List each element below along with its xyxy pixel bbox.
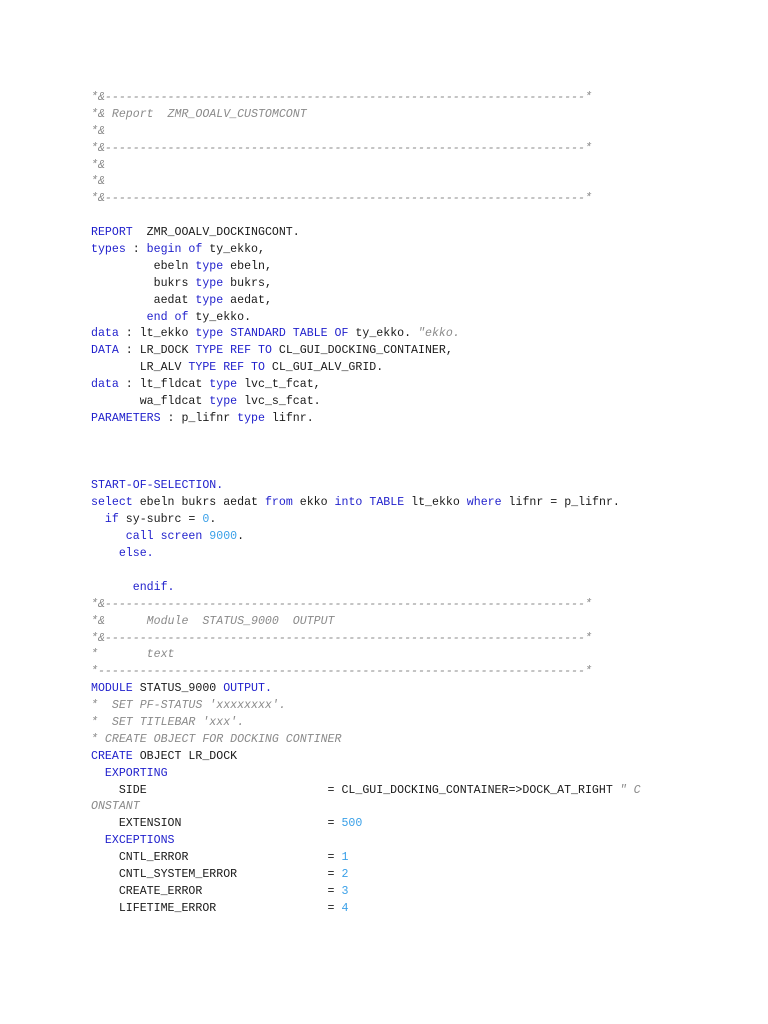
- code-token-kw: if: [104, 513, 119, 527]
- code-token-comment: *&: [91, 175, 105, 189]
- code-line: [91, 293, 731, 310]
- code-token-kw: STANDARD TABLE OF: [230, 327, 349, 341]
- code-line: [91, 394, 731, 411]
- code-token-kw: begin of: [146, 243, 203, 257]
- code-line: [91, 208, 731, 225]
- code-token-comment: *&---------------------------------------------------------------------*: [91, 91, 592, 104]
- code-line: [91, 445, 731, 462]
- code-token-kw: into: [334, 496, 363, 510]
- code-line: [91, 732, 731, 749]
- code-token-num: 500: [341, 817, 363, 831]
- code-token-plain: aedat: [91, 293, 196, 307]
- code-token-plain: CNTL_ERROR =: [91, 851, 342, 865]
- code-token-kw: MODULE: [91, 682, 133, 696]
- code-line: [91, 411, 731, 428]
- code-line: [91, 580, 731, 597]
- code-line: [91, 816, 731, 833]
- code-line: [91, 141, 731, 158]
- code-token-plain: CNTL_SYSTEM_ERROR =: [91, 867, 342, 881]
- code-token-num: 0: [202, 513, 210, 527]
- code-token-comment: " C: [619, 783, 641, 797]
- code-token-comment: *& Module STATUS_9000 OUTPUT: [91, 614, 335, 628]
- code-line: [91, 749, 731, 766]
- code-line: [91, 225, 731, 242]
- code-token-plain: ebeln,: [223, 259, 272, 273]
- code-token-plain: CL_GUI_DOCKING_CONTAINER,: [271, 344, 453, 358]
- code-token-num: 4: [341, 901, 349, 915]
- code-token-kw: OUTPUT.: [223, 682, 272, 696]
- code-token-kw: type: [209, 378, 238, 392]
- code-token-num: 3: [341, 884, 349, 898]
- code-token-plain: lifnr.: [264, 411, 314, 425]
- code-token-kw: from: [264, 496, 293, 510]
- code-token-num: 2: [341, 867, 349, 881]
- code-token-kw: else.: [118, 547, 154, 561]
- code-token-kw: type: [195, 327, 224, 341]
- code-line: [91, 529, 731, 546]
- code-token-plain: lt_ekko: [404, 496, 467, 510]
- code-token-plain: ty_ekko.: [188, 310, 252, 324]
- code-token-kw: data: [91, 378, 119, 392]
- code-token-plain: lvc_s_fcat.: [237, 395, 321, 409]
- code-line: [91, 276, 731, 293]
- code-token-kw: where: [466, 496, 502, 510]
- code-token-plain: LIFETIME_ERROR =: [91, 901, 342, 915]
- code-token-kw: PARAMETERS: [91, 411, 161, 425]
- code-line: [91, 766, 731, 783]
- code-token-comment: * text: [91, 648, 175, 662]
- code-token-plain: sy-subrc =: [118, 513, 203, 527]
- code-line: [91, 901, 731, 918]
- code-token-plain: SIDE = CL_GUI_DOCKING_CONTAINER=>DOCK_AT_RIGHT: [91, 783, 620, 797]
- code-token-kw: CREATE: [91, 749, 133, 763]
- code-token-kw: type: [195, 293, 224, 307]
- code-token-comment: *& Report ZMR_OOALV_CUSTOMCONT: [91, 107, 307, 121]
- code-line: [91, 614, 731, 631]
- code-line: [91, 259, 731, 276]
- code-token-comment: *&---------------------------------------------------------------------*: [91, 631, 592, 645]
- code-token-plain: ty_ekko,: [202, 243, 265, 257]
- code-token-comment: * SET TITLEBAR 'xxx'.: [91, 715, 245, 729]
- code-token-num: 1: [341, 851, 349, 865]
- code-token-kw: data: [91, 327, 119, 341]
- code-line: [91, 799, 731, 816]
- code-token-plain: STATUS_9000: [132, 682, 224, 696]
- code-token-comment: *&---------------------------------------------------------------------*: [91, 192, 592, 206]
- code-line: [91, 783, 731, 800]
- code-line: [91, 343, 731, 360]
- code-token-kw: type: [195, 259, 224, 273]
- code-token-plain: bukrs: [91, 276, 196, 290]
- code-token-plain: EXTENSION =: [91, 817, 342, 831]
- code-token-comment: ONSTANT: [91, 800, 140, 814]
- code-token-plain: [91, 311, 147, 324]
- code-token-plain: ebeln: [91, 259, 196, 273]
- code-line: [91, 90, 731, 107]
- code-token-comment: *&---------------------------------------------------------------------*: [91, 141, 592, 155]
- code-token-kw: START-OF-SELECTION.: [91, 479, 224, 493]
- code-token-kw: select: [91, 496, 133, 510]
- code-token-plain: ty_ekko.: [348, 327, 419, 341]
- code-line: [91, 512, 731, 529]
- code-line: [91, 174, 731, 191]
- code-token-kw: DATA: [91, 344, 119, 358]
- code-token-plain: : p_lifnr: [160, 411, 238, 425]
- code-token-comment: *&: [91, 124, 105, 138]
- code-token-plain: aedat,: [223, 293, 272, 307]
- code-token-plain: : lt_ekko: [118, 327, 196, 341]
- code-token-plain: lifnr = p_lifnr.: [501, 496, 620, 510]
- code-token-plain: CREATE_ERROR =: [91, 884, 342, 898]
- code-token-plain: [91, 547, 119, 560]
- code-token-kw: REPORT: [91, 226, 133, 240]
- code-token-plain: : lt_fldcat: [118, 378, 210, 392]
- code-line: [91, 681, 731, 698]
- code-line: [91, 546, 731, 563]
- code-line: [91, 478, 731, 495]
- code-line: [91, 242, 731, 259]
- code-token-comment: *----------------------------------------------------------------------*: [91, 665, 592, 679]
- code-token-kw: end of: [146, 310, 189, 324]
- code-line: [91, 884, 731, 901]
- code-line: [91, 631, 731, 648]
- code-token-plain: ekko: [292, 496, 335, 510]
- code-token-kw: TABLE: [369, 496, 405, 510]
- code-line: [91, 664, 731, 681]
- code-token-kw: TYPE REF TO: [188, 361, 265, 375]
- code-line: [91, 377, 731, 394]
- code-line: [91, 867, 731, 884]
- code-token-plain: [91, 581, 133, 594]
- code-line: [91, 310, 731, 327]
- code-token-kw: types: [91, 243, 126, 257]
- code-line: [91, 462, 731, 479]
- code-token-plain: wa_fldcat: [91, 395, 210, 409]
- code-line: [91, 833, 731, 850]
- code-line: [91, 597, 731, 614]
- code-token-kw: type: [237, 411, 265, 425]
- code-token-plain: :: [125, 243, 147, 257]
- code-token-plain: [91, 530, 126, 543]
- code-token-kw: type: [209, 395, 238, 409]
- code-token-plain: [91, 767, 105, 780]
- code-token-kw: EXPORTING: [104, 766, 168, 780]
- code-line: [91, 563, 731, 580]
- code-token-comment: "ekko.: [418, 327, 460, 341]
- code-token-comment: *&: [91, 158, 105, 172]
- code-line: [91, 326, 731, 343]
- code-token-plain: [91, 834, 105, 847]
- code-token-plain: OBJECT LR_DOCK: [132, 749, 238, 763]
- code-token-comment: *&---------------------------------------------------------------------*: [91, 597, 592, 611]
- code-token-plain: bukrs,: [223, 276, 272, 290]
- code-token-kw: endif.: [132, 580, 175, 594]
- code-token-plain: .: [237, 530, 245, 544]
- code-line: [91, 107, 731, 124]
- code-token-num: 9000: [209, 530, 238, 544]
- code-line: [91, 715, 731, 732]
- code-line: [91, 360, 731, 377]
- code-token-kw: call screen: [125, 530, 203, 544]
- code-token-comment: * CREATE OBJECT FOR DOCKING CONTINER: [91, 732, 342, 746]
- code-line: [91, 191, 731, 208]
- code-token-plain: .: [209, 513, 217, 527]
- code-listing: [91, 90, 731, 918]
- code-token-kw: EXCEPTIONS: [104, 834, 175, 848]
- code-token-kw: TYPE REF TO: [195, 344, 272, 358]
- code-token-plain: lvc_t_fcat,: [237, 378, 321, 392]
- code-line: [91, 698, 731, 715]
- code-token-comment: * SET PF-STATUS 'xxxxxxxx'.: [91, 699, 286, 713]
- code-line: [91, 647, 731, 664]
- code-token-plain: ZMR_OOALV_DOCKINGCONT.: [132, 226, 300, 240]
- code-line: [91, 124, 731, 141]
- code-token-plain: CL_GUI_ALV_GRID.: [264, 361, 384, 375]
- code-token-plain: LR_ALV: [91, 361, 189, 375]
- code-line: [91, 428, 731, 445]
- code-line: [91, 158, 731, 175]
- code-line: [91, 850, 731, 867]
- code-token-plain: : LR_DOCK: [118, 344, 196, 358]
- code-line: [91, 495, 731, 512]
- code-token-plain: ebeln bukrs aedat: [132, 496, 265, 510]
- code-token-kw: type: [195, 276, 224, 290]
- code-token-plain: [91, 513, 105, 526]
